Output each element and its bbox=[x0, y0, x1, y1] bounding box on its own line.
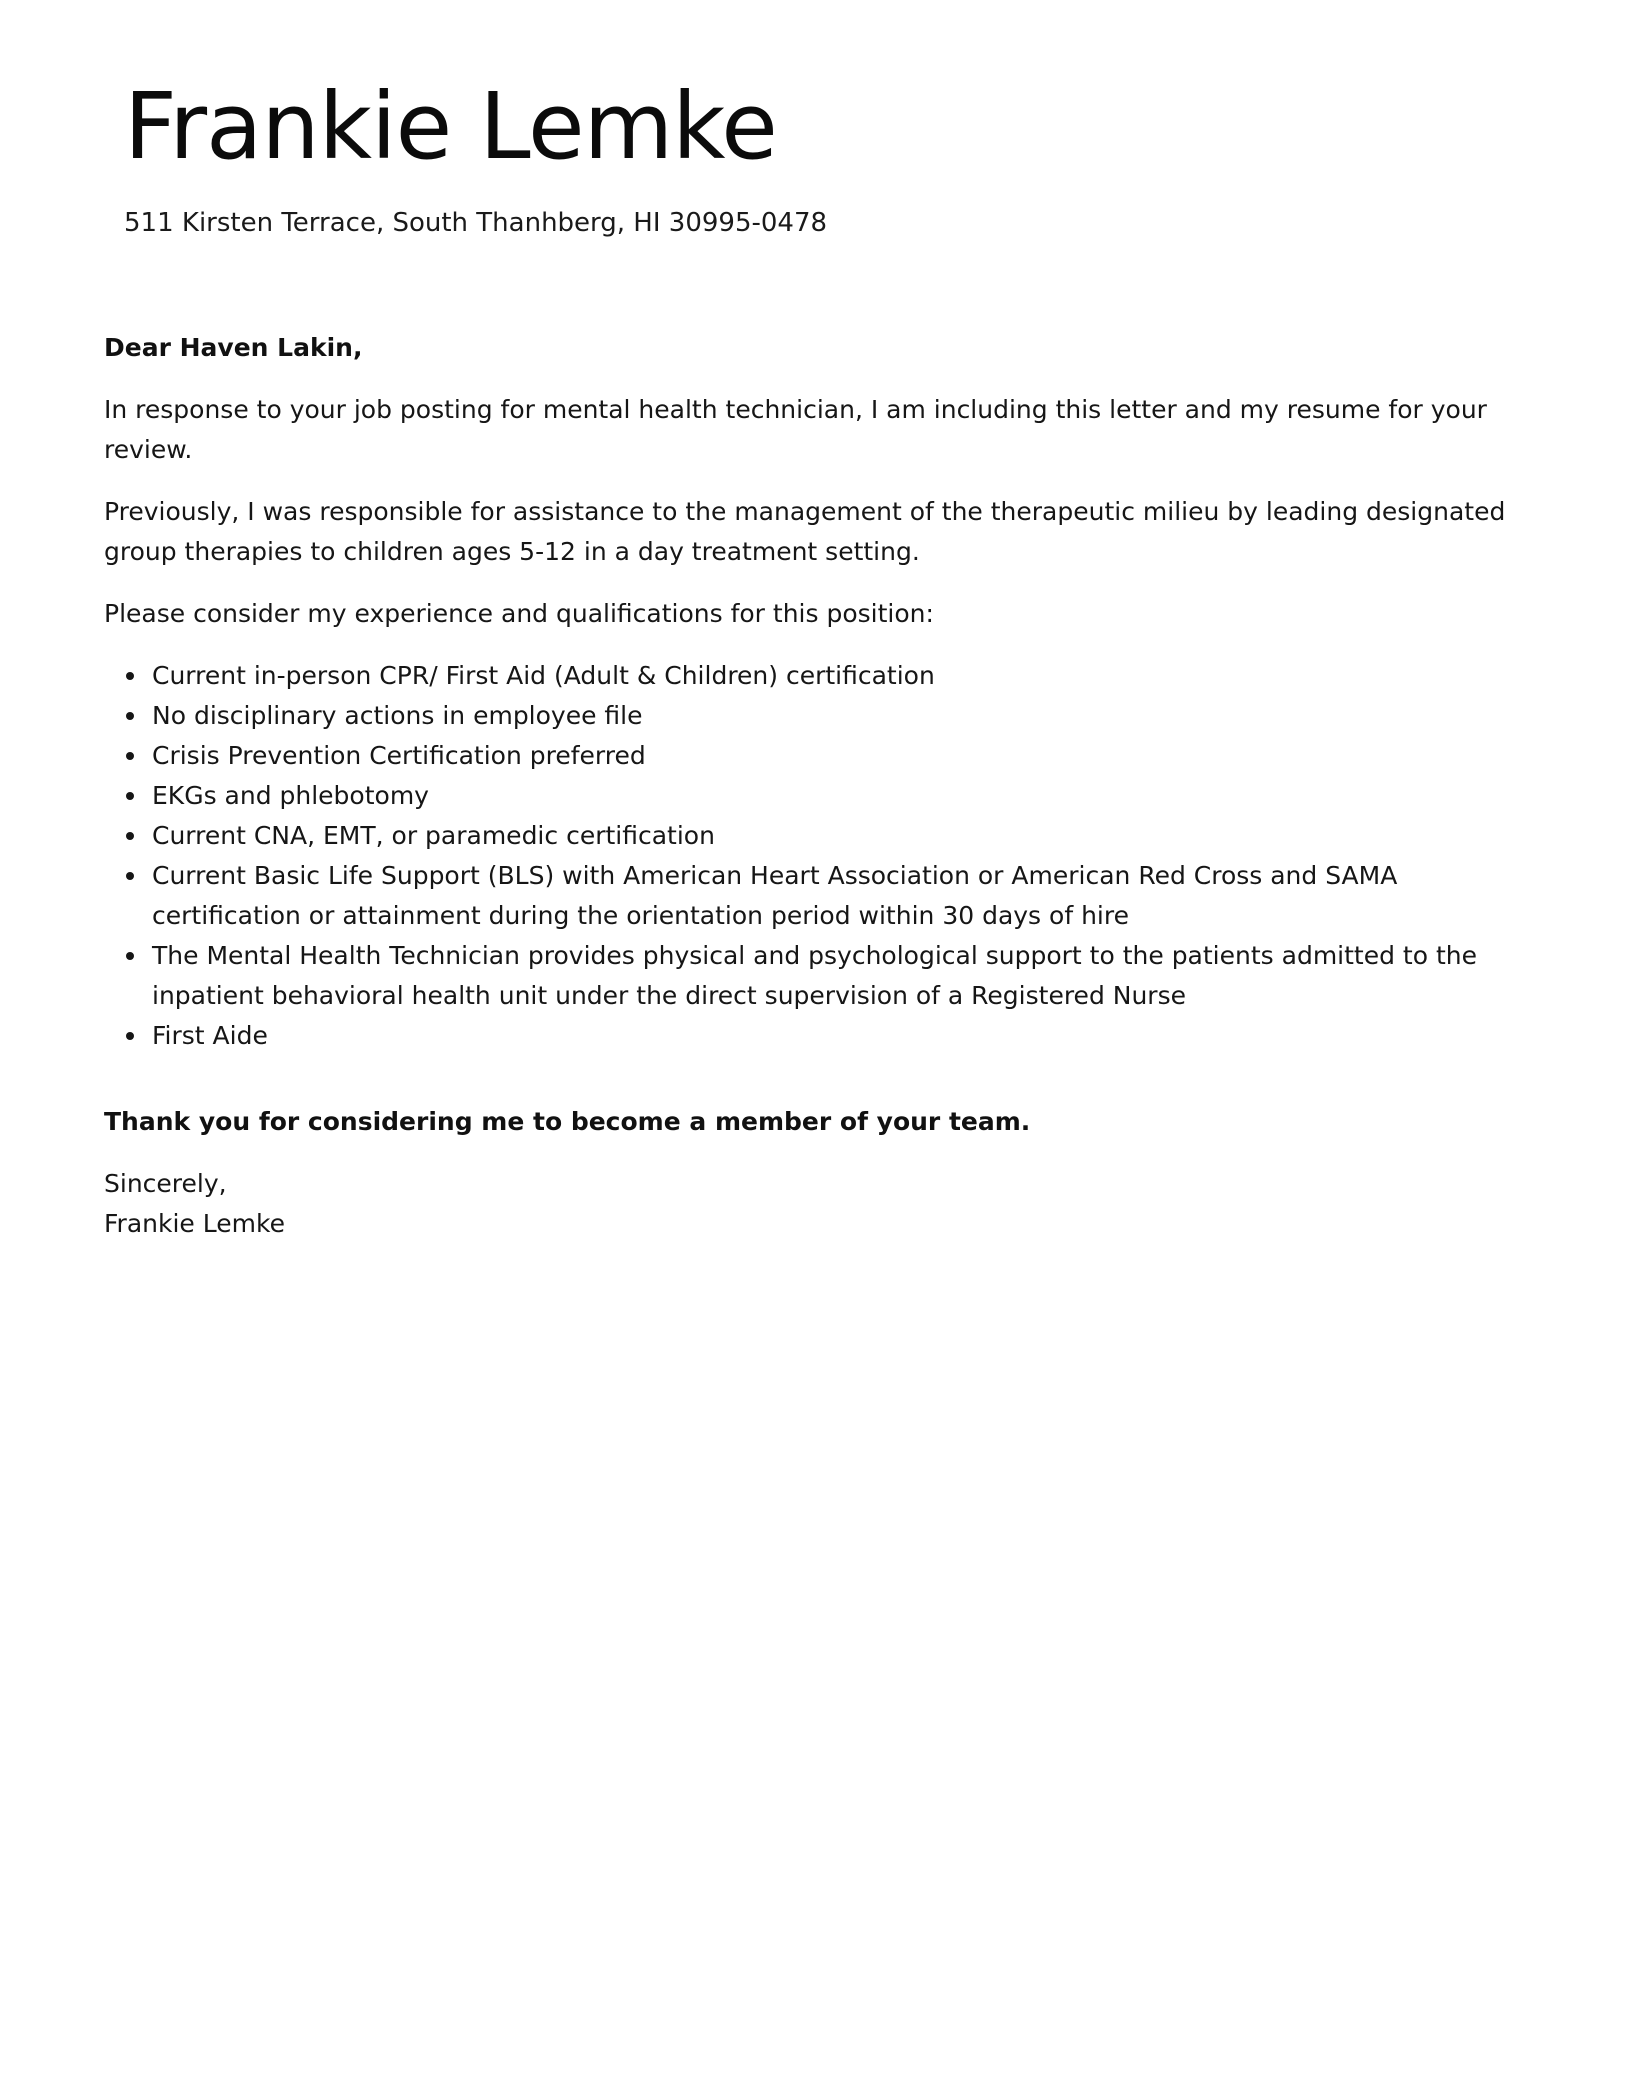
experience-paragraph: Previously, I was responsible for assistance to the management of the therapeutic milieu by leading designated group therapies to children ages 5-12 in a day treatment setting. bbox=[104, 497, 1506, 566]
list-item bbox=[104, 1016, 1544, 1056]
bullet-icon bbox=[126, 832, 134, 840]
salutation: Dear Haven Lakin, bbox=[104, 333, 363, 362]
bullet-icon bbox=[126, 952, 134, 960]
signoff bbox=[104, 1164, 1544, 1244]
bullet-icon bbox=[126, 672, 134, 680]
qualification-text: Crisis Prevention Certification preferred bbox=[152, 741, 646, 770]
list-item bbox=[104, 656, 1544, 696]
list-item bbox=[104, 696, 1544, 736]
closing-line: Thank you for considering me to become a member of your team. bbox=[104, 1107, 1031, 1136]
qualification-text: Current in-person CPR/ First Aid (Adult & Children) certification bbox=[152, 661, 935, 690]
qualification-text: The Mental Health Technician provides physical and psychological support to the patients admitted to the inpatient behavioral health unit under the direct supervision of a Registered Nurse bbox=[152, 941, 1477, 1010]
list-item bbox=[104, 776, 1544, 816]
bullet-icon bbox=[126, 872, 134, 880]
list-item bbox=[104, 816, 1544, 856]
letter-body bbox=[104, 328, 1544, 1244]
list-item bbox=[104, 736, 1544, 776]
list-item bbox=[104, 936, 1544, 1016]
qualifications-intro: Please consider my experience and qualifications for this position: bbox=[104, 599, 934, 628]
qualification-text: Current CNA, EMT, or paramedic certification bbox=[152, 821, 715, 850]
qualification-text: First Aide bbox=[152, 1021, 268, 1050]
bullet-icon bbox=[126, 792, 134, 800]
signature-name: Frankie Lemke bbox=[104, 1209, 285, 1238]
qualification-text: Current Basic Life Support (BLS) with American Heart Association or American Red Cross and SAMA certification or attainment during the orientation period within 30 days of hire bbox=[152, 861, 1398, 930]
valediction: Sincerely, bbox=[104, 1169, 227, 1198]
intro-paragraph: In response to your job posting for mental health technician, I am including this letter and my resume for your review. bbox=[104, 395, 1487, 464]
list-item bbox=[104, 856, 1544, 936]
bullet-icon bbox=[126, 1032, 134, 1040]
sender-address: 511 Kirsten Terrace, South Thanhberg, HI 30995-0478 bbox=[124, 208, 828, 238]
bullet-icon bbox=[126, 712, 134, 720]
qualification-text: No disciplinary actions in employee file bbox=[152, 701, 643, 730]
sender-name: Frankie Lemke bbox=[124, 73, 777, 180]
letter-header bbox=[124, 72, 1424, 240]
qualifications-list bbox=[104, 656, 1544, 1056]
qualification-text: EKGs and phlebotomy bbox=[152, 781, 429, 810]
bullet-icon bbox=[126, 752, 134, 760]
